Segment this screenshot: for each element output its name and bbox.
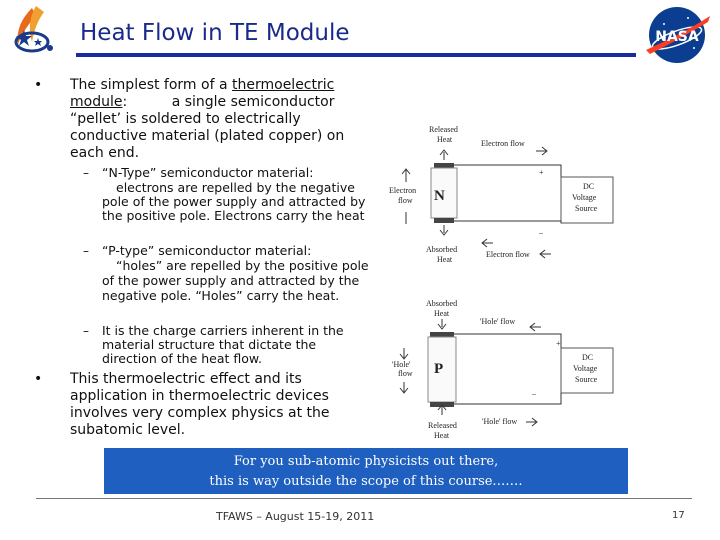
n-left-arrow-icon-2 (540, 250, 551, 258)
te-module-diagrams (386, 120, 618, 445)
mission-logo-icon (2, 2, 68, 62)
sub1-line1: “N-Type” semiconductor material: (102, 165, 314, 180)
bullet1-line4: conductive material (plated copper) on (70, 128, 345, 144)
nasa-logo-icon (638, 4, 716, 66)
dash-marker: – (83, 166, 89, 180)
p-absorbed-heat-label-2: Heat (434, 309, 450, 318)
sub2-line2: “holes” are repelled by the positive pole (116, 258, 369, 273)
bullet1-line1: The simplest form of a thermoelectric (70, 77, 335, 93)
dash-marker: – (83, 244, 89, 258)
p-type-diagram (392, 299, 613, 440)
bullet2-line3: involves very complex physics at the (70, 405, 330, 421)
p-released-heat-label-2: Heat (434, 431, 450, 440)
footer-divider (36, 498, 692, 499)
bullet1-line2: module: a single semiconductor (70, 94, 335, 110)
n-electron-flow-top-label: Electron flow (481, 139, 525, 148)
n-minus-sign: – (539, 228, 543, 237)
n-absorbed-heat-label-1: Absorbed (426, 245, 458, 254)
n-type-diagram (389, 125, 613, 264)
sub2-line1: “P-type” semiconductor material: (102, 243, 312, 258)
n-heat-in-arrow-icon (440, 225, 448, 235)
n-released-heat-label-2: Heat (437, 135, 453, 144)
p-minus-sign: – (532, 389, 536, 398)
page-number: 17 (672, 510, 685, 521)
sub3-line2: material structure that dictate the (102, 337, 317, 352)
footer-text: TFAWS – August 15-19, 2011 (216, 510, 375, 523)
p-source-label-3: Source (575, 375, 598, 384)
page-title: Heat Flow in TE Module (80, 20, 350, 46)
n-top-conductor (434, 163, 454, 168)
nasa-logo-text: NASA (655, 29, 699, 45)
sub1-line4: the positive pole. Electrons carry the heat (102, 208, 365, 223)
bullet1-line5: each end. (70, 145, 140, 161)
p-right-arrow-icon (526, 418, 537, 426)
p-absorbed-heat-label-1: Absorbed (426, 299, 458, 308)
p-hole-flow-top-label: 'Hole' flow (480, 317, 516, 326)
n-bottom-conductor (434, 218, 454, 223)
sub3-line3: direction of the heat flow. (102, 351, 262, 366)
bullet-marker: • (34, 371, 43, 387)
n-pellet-label: N (434, 188, 445, 204)
n-source-label-2: Voltage (572, 193, 597, 202)
p-released-heat-label-1: Released (428, 421, 457, 430)
p-hole-flow-bottom-label: 'Hole' flow (482, 417, 518, 426)
n-plus-sign: + (539, 168, 544, 177)
p-hole-flow-side-label-1: 'Hole' (392, 360, 411, 369)
sub1-line2: electrons are repelled by the negative (116, 180, 355, 195)
sub2-line4: negative pole. “Holes” carry the heat. (102, 288, 340, 303)
bullet2-line2: application in thermoelectric devices (70, 388, 329, 404)
p-source-label-1: DC (582, 353, 594, 362)
note-line-2: this is way outside the scope of this course.…… (209, 474, 523, 489)
bullet-marker: • (34, 77, 43, 93)
n-released-heat-label-1: Released (429, 125, 458, 134)
sub3-line1: It is the charge carriers inherent in the (102, 323, 344, 338)
n-heat-up-arrow-icon (440, 150, 448, 160)
p-pellet-label: P (434, 361, 444, 377)
bullet2-line1: This thermoelectric effect and its (70, 371, 302, 387)
n-electron-flow-side-label-1: Electron (389, 186, 417, 195)
p-heat-in-arrow-icon (438, 319, 446, 329)
title-divider (76, 53, 636, 57)
p-top-conductor (430, 332, 454, 337)
n-source-label-1: DC (583, 182, 595, 191)
p-plus-sign: + (556, 339, 561, 348)
n-right-arrow-icon (536, 147, 547, 155)
note-callout (104, 448, 628, 494)
p-source-label-2: Voltage (573, 364, 598, 373)
note-line-1: For you sub-atomic physicists out there, (233, 454, 499, 469)
sub1-line3: pole of the power supply and attracted by (102, 194, 366, 209)
n-left-arrow-icon (482, 239, 493, 247)
n-electron-flow-bottom-label: Electron flow (486, 250, 530, 259)
n-electron-flow-side-label-2: flow (398, 196, 413, 205)
dash-marker: – (83, 324, 89, 338)
sub2-line3: of the power supply and attracted by the (102, 273, 360, 288)
p-left-arrow-icon (530, 323, 541, 331)
n-absorbed-heat-label-2: Heat (437, 255, 453, 264)
bullet1-line3: “pellet’ is soldered to electrically (70, 111, 301, 127)
bullet2-line4: subatomic level. (70, 422, 186, 438)
n-source-label-3: Source (575, 204, 598, 213)
p-hole-flow-side-label-2: flow (398, 369, 413, 378)
